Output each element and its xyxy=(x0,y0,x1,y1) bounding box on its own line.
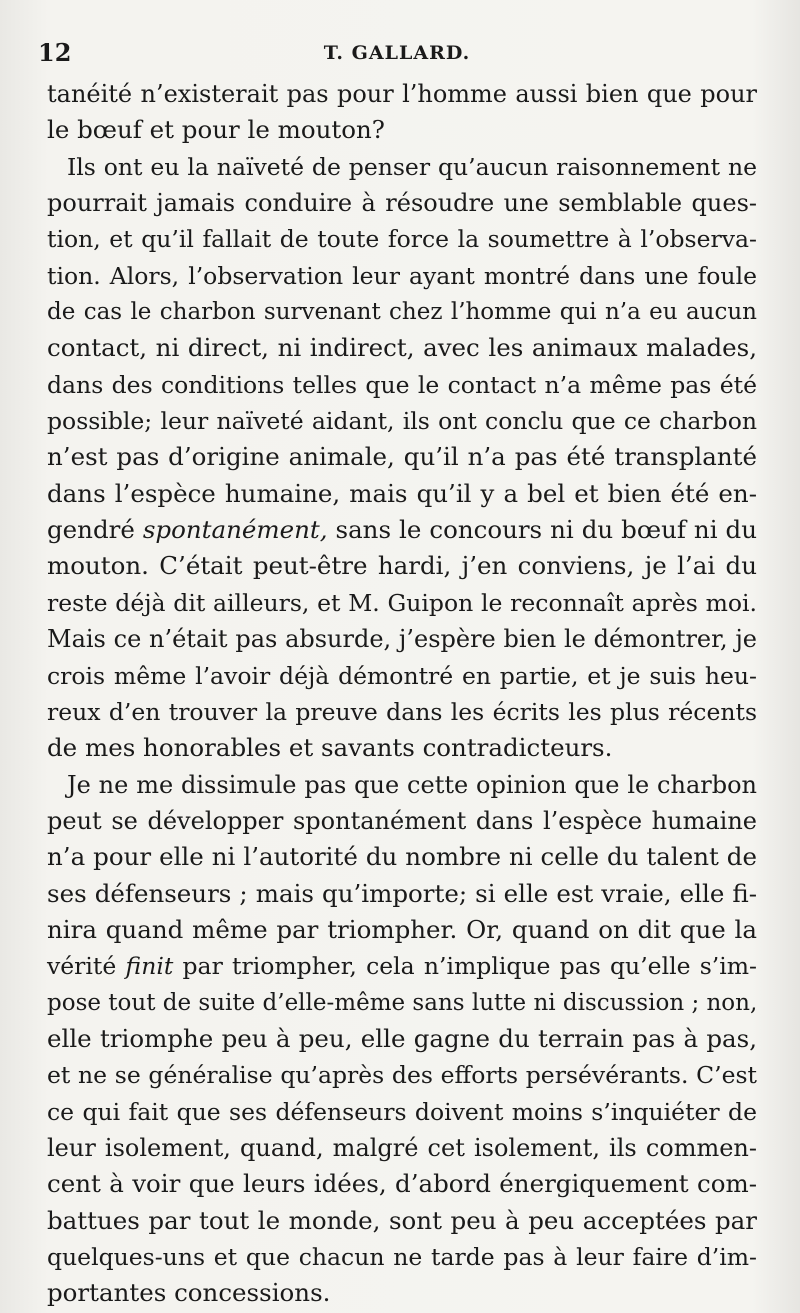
text-line: n’est pas d’origine animale, qu’il n’a pas été transplanté xyxy=(47,442,757,472)
text-line: ce qui fait que ses défenseurs doivent moins s’inquiéter de xyxy=(47,1097,757,1126)
text-line: pourrait jamais conduire à résoudre une semblable ques- xyxy=(47,189,757,218)
text-line: reux d’en trouver la preuve dans les écrits les plus récents xyxy=(47,697,757,726)
text-line: de mes honorables et savants contradicteurs. xyxy=(47,733,613,763)
text-segment: par triompher, cela n’implique pas qu’elle s’im- xyxy=(173,952,757,981)
text-segment: sans le concours ni du bœuf ni du xyxy=(327,515,757,545)
text-segment: gendré xyxy=(47,515,143,545)
text-line: reste déjà dit ailleurs, et M. Guipon le reconnaît après moi. xyxy=(47,588,757,617)
text-line: nira quand même par triompher. Or, quand on dit que la xyxy=(47,914,757,944)
text-line: contact, ni direct, ni indirect, avec les animaux malades, xyxy=(47,333,757,363)
text-line: dans des conditions telles que le contact n’a même pas été xyxy=(47,370,757,399)
text-line: dans l’espèce humaine, mais qu’il y a bel et bien été en- xyxy=(47,478,757,508)
text-line: Ils ont eu la naïveté de penser qu’aucun raisonnement ne xyxy=(67,152,757,181)
running-title: T. GALLARD. xyxy=(323,42,471,64)
text-line xyxy=(47,948,757,984)
text-line: pose tout de suite d’elle-même sans lutte ni discussion ; non, xyxy=(47,989,758,1016)
text-line: portantes concessions. xyxy=(47,1278,331,1308)
text-line: Je ne me dissimule pas que cette opinion que le charbon xyxy=(67,770,757,799)
page-number: 12 xyxy=(38,38,72,67)
text-line xyxy=(47,512,757,548)
text-line: cent à voir que leurs idées, d’abord énergiquement com- xyxy=(47,1169,757,1199)
italic-emphasis: finit xyxy=(125,952,174,981)
text-line: elle triomphe peu à peu, elle gagne du terrain pas à pas, xyxy=(47,1023,757,1053)
text-line: quelques-uns et que chacun ne tarde pas à leur faire d’im- xyxy=(47,1243,757,1271)
text-line: peut se développer spontanément dans l’espèce humaine xyxy=(47,806,757,835)
italic-emphasis: spontanément, xyxy=(142,515,328,545)
body-text xyxy=(47,76,757,1312)
text-line: battues par tout le monde, sont peu à peu acceptées par xyxy=(47,1205,757,1235)
text-line: de cas le charbon survenant chez l’homme qui n’a eu aucun xyxy=(47,299,757,326)
text-line: Mais ce n’était pas absurde, j’espère bien le démontrer, je xyxy=(47,625,757,654)
text-line: ses défenseurs ; mais qu’importe; si elle est vraie, elle fi- xyxy=(47,878,757,908)
text-line: et ne se généralise qu’après des efforts persévérants. C’est xyxy=(47,1061,757,1090)
text-line: tanéité n’existerait pas pour l’homme aussi bien que pour xyxy=(47,80,757,108)
text-segment: vérité xyxy=(47,952,126,981)
text-line: mouton. C’était peut-être hardi, j’en conviens, je l’ai du xyxy=(47,551,757,581)
text-line: possible; leur naïveté aidant, ils ont conclu que ce charbon xyxy=(47,407,757,436)
text-line: le bœuf et pour le mouton? xyxy=(47,115,385,145)
text-line: crois même l’avoir déjà démontré en partie, et je suis heu- xyxy=(47,661,757,690)
running-header xyxy=(34,38,760,66)
text-line: tion. Alors, l’observation leur ayant montré dans une foule xyxy=(47,261,757,290)
text-line: n’a pour elle ni l’autorité du nombre ni celle du talent de xyxy=(47,842,757,872)
text-line: tion, et qu’il fallait de toute force la soumettre à l’observa- xyxy=(47,225,757,254)
text-line: leur isolement, quand, malgré cet isolement, ils commen- xyxy=(47,1133,757,1162)
